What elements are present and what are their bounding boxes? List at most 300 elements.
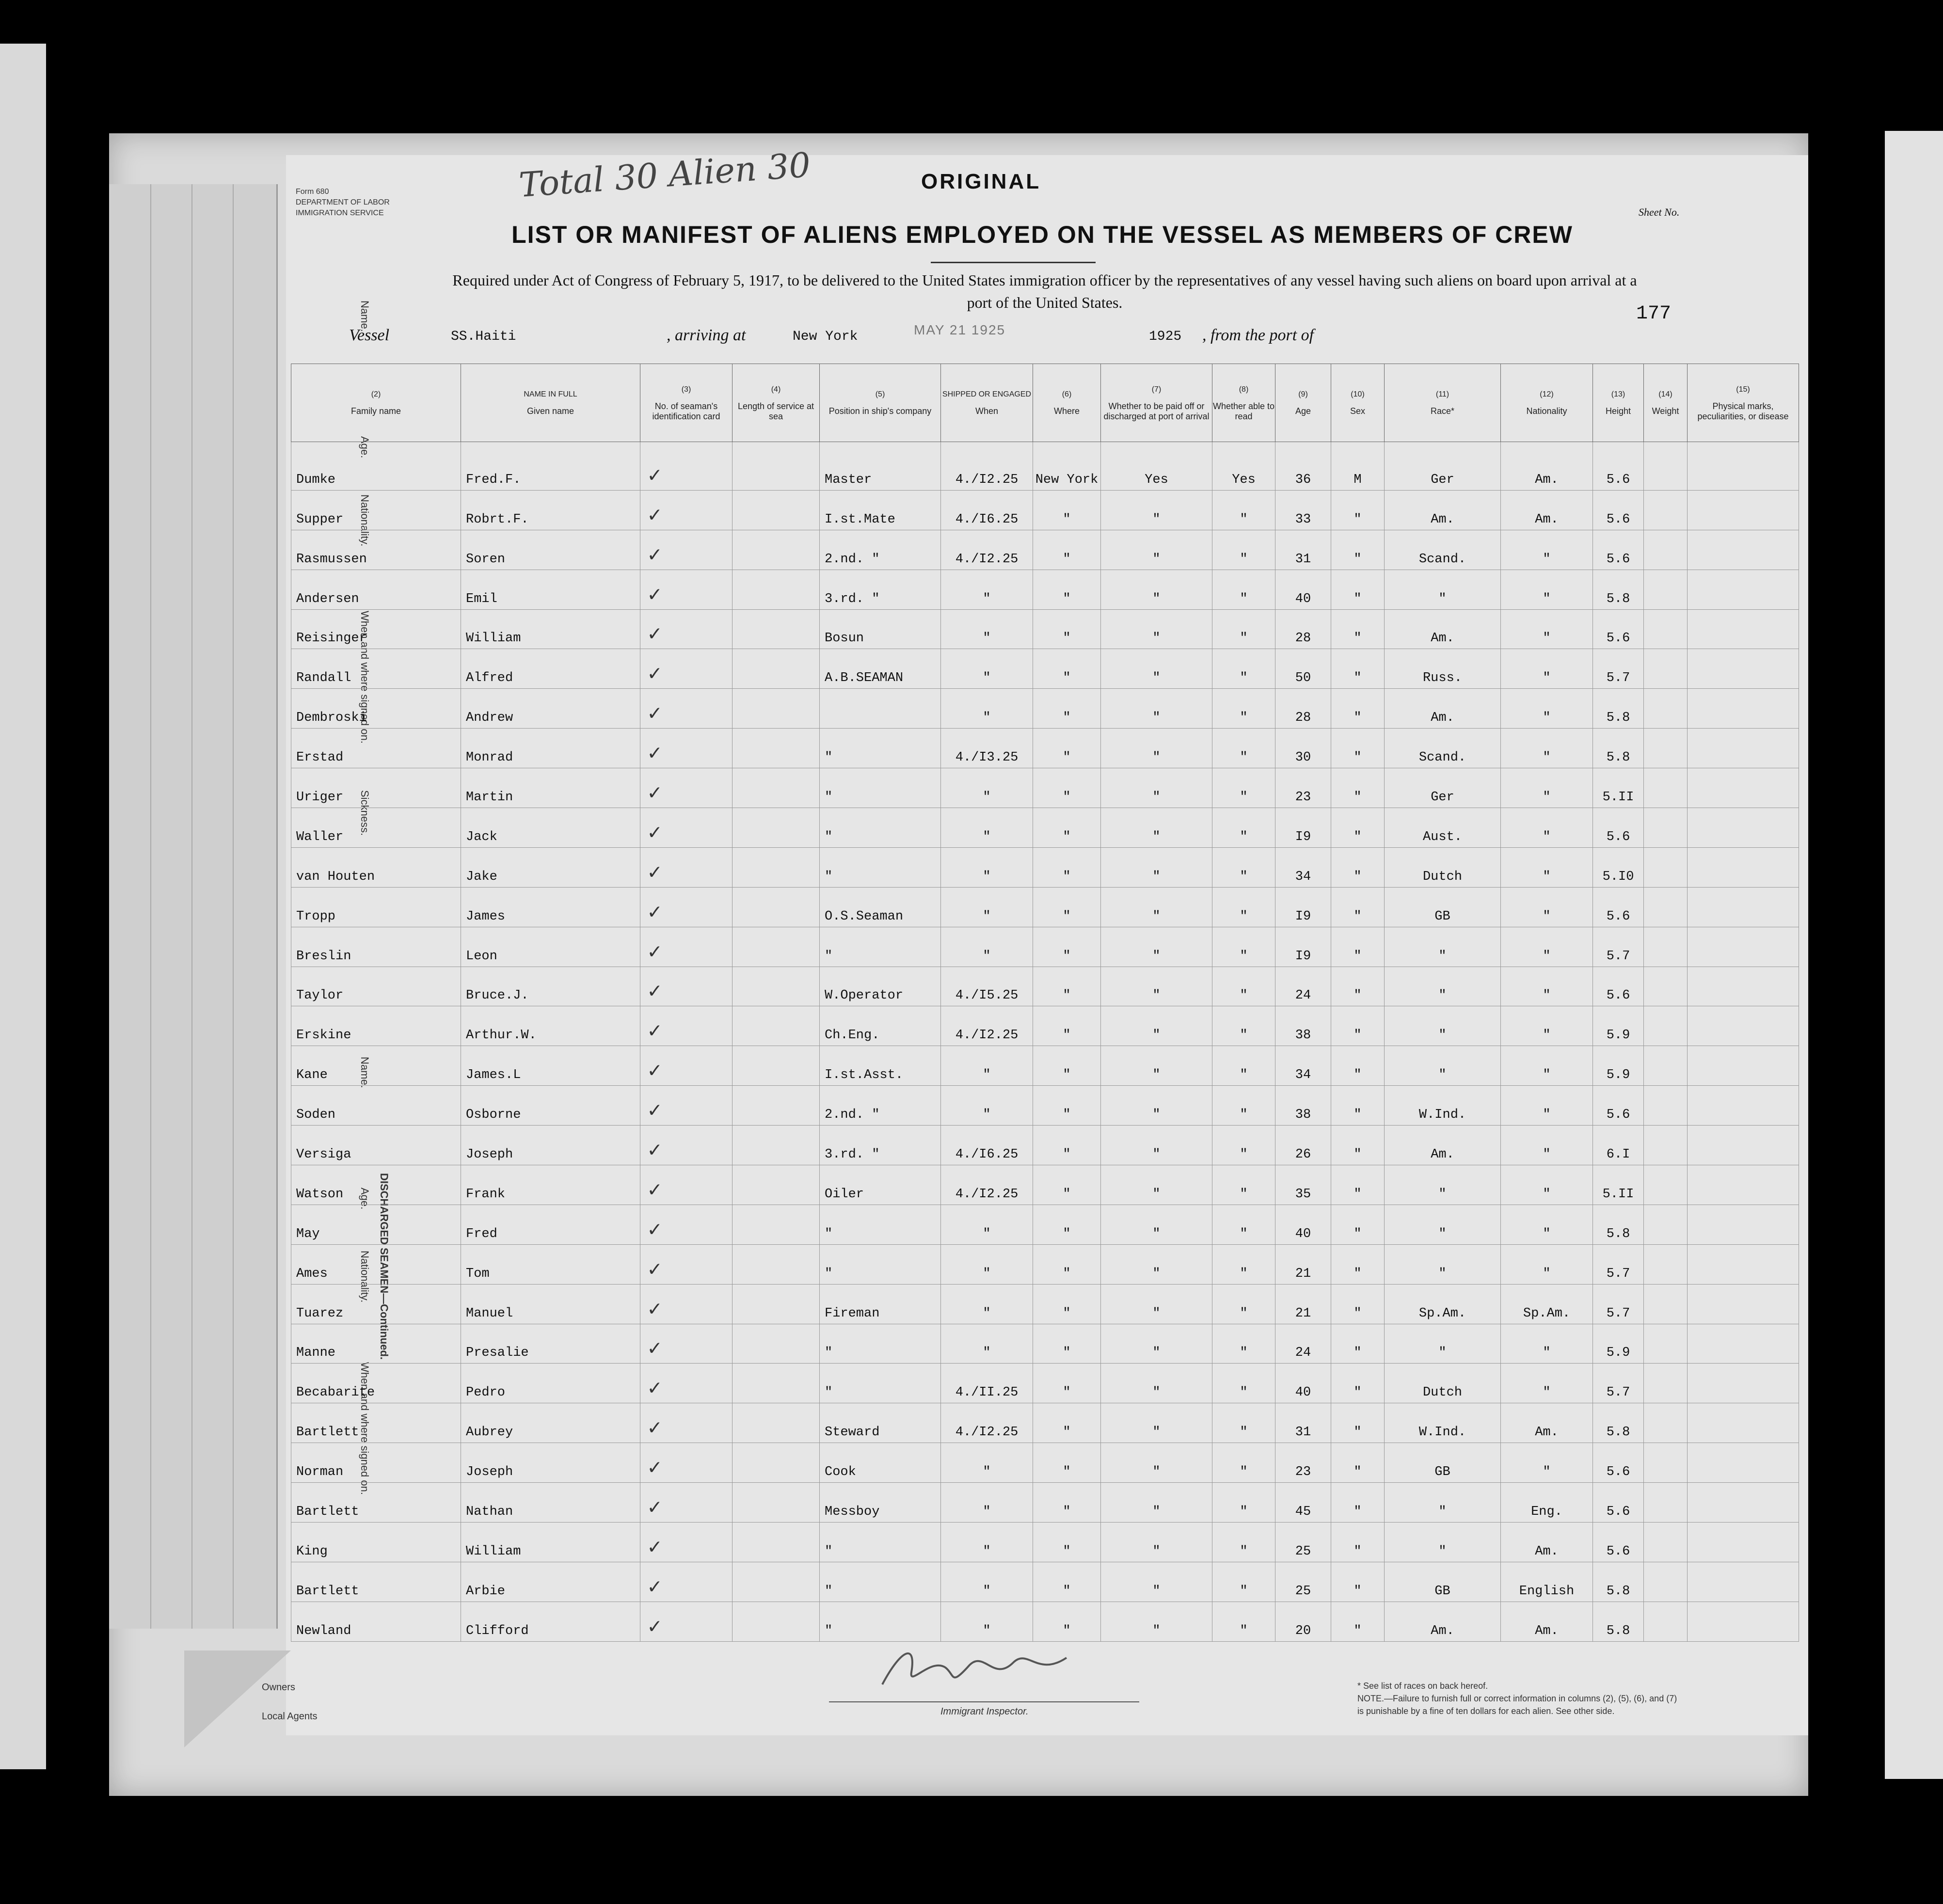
service-length-cell	[733, 1006, 820, 1046]
age-cell: 23	[1275, 1443, 1331, 1483]
service-length-cell	[733, 1046, 820, 1086]
height-cell: 5.6	[1593, 1523, 1644, 1562]
table-row	[291, 1165, 1799, 1205]
service-length-cell	[733, 609, 820, 649]
table-row	[291, 1046, 1799, 1086]
able-read-cell: "	[1212, 1324, 1275, 1364]
paid-off-cell: "	[1101, 1324, 1212, 1364]
from-port-label: , from the port of	[1202, 326, 1314, 344]
race-cell: Sp.Am.	[1385, 1284, 1501, 1324]
race-cell: "	[1385, 1483, 1501, 1523]
stub-name-label: Name.	[359, 301, 371, 332]
race-cell: W.Ind.	[1385, 1086, 1501, 1126]
id-card-check: ✓	[640, 1205, 733, 1244]
height-cell: 5.9	[1593, 1324, 1644, 1364]
shipped-where-cell: "	[1033, 1364, 1101, 1403]
physical-marks-cell	[1688, 1483, 1799, 1523]
paid-off-cell: "	[1101, 530, 1212, 570]
nationality-cell: Am.	[1501, 1403, 1593, 1443]
family-name-cell: Waller	[291, 808, 461, 848]
race-cell: Am.	[1385, 1126, 1501, 1165]
given-name-cell: Joseph	[461, 1126, 640, 1165]
shipped-where-cell: New York	[1033, 442, 1101, 491]
service-length-cell	[733, 570, 820, 609]
id-card-check: ✓	[640, 609, 733, 649]
age-cell: 33	[1275, 490, 1331, 530]
given-name-cell: Andrew	[461, 689, 640, 729]
inspector-signature	[873, 1638, 1076, 1697]
able-read-cell: "	[1212, 1205, 1275, 1244]
given-name-cell: James.L	[461, 1046, 640, 1086]
table-row	[291, 927, 1799, 967]
given-name-cell: Emil	[461, 570, 640, 609]
position-cell: W.Operator	[820, 967, 941, 1006]
shipped-where-cell: "	[1033, 1006, 1101, 1046]
age-cell: 40	[1275, 1205, 1331, 1244]
family-name-cell: May	[291, 1205, 461, 1244]
id-card-check: ✓	[640, 1602, 733, 1641]
table-row	[291, 689, 1799, 729]
sex-cell: "	[1331, 1126, 1385, 1165]
weight-cell	[1644, 768, 1688, 808]
age-cell: 31	[1275, 530, 1331, 570]
id-card-check: ✓	[640, 1483, 733, 1523]
race-cell: Aust.	[1385, 808, 1501, 848]
physical-marks-cell	[1688, 1523, 1799, 1562]
shipped-when-cell: "	[941, 1284, 1033, 1324]
weight-cell	[1644, 1443, 1688, 1483]
arrival-year: 1925	[1149, 329, 1182, 344]
department-name: DEPARTMENT OF LABOR	[296, 198, 390, 206]
physical-marks-cell	[1688, 1165, 1799, 1205]
physical-marks-cell	[1688, 1602, 1799, 1641]
weight-cell	[1644, 570, 1688, 609]
shipped-where-cell: "	[1033, 967, 1101, 1006]
able-read-cell: "	[1212, 1443, 1275, 1483]
id-card-check: ✓	[640, 1324, 733, 1364]
family-name-cell: Ames	[291, 1244, 461, 1284]
age-cell: 26	[1275, 1126, 1331, 1165]
header-service-length: (4) Length of service at sea	[733, 364, 820, 442]
shipped-when-cell: "	[941, 1602, 1033, 1641]
physical-marks-cell	[1688, 1046, 1799, 1086]
given-name-cell: Alfred	[461, 649, 640, 689]
nationality-cell: "	[1501, 1324, 1593, 1364]
table-row	[291, 1006, 1799, 1046]
height-cell: 5.6	[1593, 530, 1644, 570]
race-cell: GB	[1385, 1443, 1501, 1483]
family-name-cell: Bartlett	[291, 1483, 461, 1523]
table-row	[291, 1443, 1799, 1483]
paid-off-cell: "	[1101, 768, 1212, 808]
shipped-when-cell: 4./I6.25	[941, 1126, 1033, 1165]
weight-cell	[1644, 609, 1688, 649]
shipped-when-cell: 4./I2.25	[941, 1403, 1033, 1443]
able-read-cell: "	[1212, 609, 1275, 649]
given-name-cell: Fred.F.	[461, 442, 640, 491]
stub-sickness-label: Sickness.	[359, 790, 371, 836]
family-name-cell: Reisinger	[291, 609, 461, 649]
position-cell: Master	[820, 442, 941, 491]
position-cell: Cook	[820, 1443, 941, 1483]
shipped-when-cell: "	[941, 1483, 1033, 1523]
service-length-cell	[733, 1165, 820, 1205]
footer-owners-label: Owners	[262, 1682, 295, 1693]
age-cell: 25	[1275, 1523, 1331, 1562]
shipped-where-cell: "	[1033, 1284, 1101, 1324]
paid-off-cell: "	[1101, 1205, 1212, 1244]
age-cell: 25	[1275, 1562, 1331, 1602]
given-name-cell: Frank	[461, 1165, 640, 1205]
shipped-when-cell: "	[941, 570, 1033, 609]
physical-marks-cell	[1688, 1284, 1799, 1324]
race-cell: "	[1385, 570, 1501, 609]
physical-marks-cell	[1688, 967, 1799, 1006]
header-physical-marks: (15) Physical marks, peculiarities, or disease	[1688, 364, 1799, 442]
sex-cell: "	[1331, 570, 1385, 609]
table-row	[291, 887, 1799, 927]
service-length-cell	[733, 768, 820, 808]
nationality-cell: Sp.Am.	[1501, 1284, 1593, 1324]
shipped-when-cell: "	[941, 1244, 1033, 1284]
sex-cell: "	[1331, 1602, 1385, 1641]
age-cell: I9	[1275, 887, 1331, 927]
shipped-where-cell: "	[1033, 649, 1101, 689]
paid-off-cell: "	[1101, 1403, 1212, 1443]
service-length-cell	[733, 729, 820, 768]
paid-off-cell: "	[1101, 927, 1212, 967]
able-read-cell: "	[1212, 1523, 1275, 1562]
position-cell: Bosun	[820, 609, 941, 649]
family-name-cell: Bartlett	[291, 1403, 461, 1443]
able-read-cell: "	[1212, 967, 1275, 1006]
family-name-cell: Taylor	[291, 967, 461, 1006]
service-length-cell	[733, 808, 820, 848]
service-length-cell	[733, 1403, 820, 1443]
position-cell: 3.rd. "	[820, 1126, 941, 1165]
header-sex: (10) Sex	[1331, 364, 1385, 442]
id-card-check: ✓	[640, 1364, 733, 1403]
table-row	[291, 768, 1799, 808]
race-cell: Dutch	[1385, 847, 1501, 887]
position-cell: 3.rd. "	[820, 570, 941, 609]
height-cell: 5.6	[1593, 609, 1644, 649]
header-given-name: NAME IN FULL Given name	[461, 364, 640, 442]
able-read-cell: "	[1212, 1046, 1275, 1086]
shipped-where-cell: "	[1033, 530, 1101, 570]
height-cell: 5.9	[1593, 1006, 1644, 1046]
physical-marks-cell	[1688, 1403, 1799, 1443]
stub-discharged-label: DISCHARGED SEAMEN—Continued.	[378, 1173, 390, 1360]
nationality-cell: "	[1501, 729, 1593, 768]
service-length-cell	[733, 1483, 820, 1523]
header-id-card: (3) No. of seaman's identification card	[640, 364, 733, 442]
physical-marks-cell	[1688, 1006, 1799, 1046]
shipped-where-cell: "	[1033, 847, 1101, 887]
sex-cell: "	[1331, 1324, 1385, 1364]
race-cell: Ger	[1385, 442, 1501, 491]
shipped-when-cell: "	[941, 609, 1033, 649]
race-cell: W.Ind.	[1385, 1403, 1501, 1443]
physical-marks-cell	[1688, 1364, 1799, 1403]
race-cell: Am.	[1385, 689, 1501, 729]
id-card-check: ✓	[640, 967, 733, 1006]
physical-marks-cell	[1688, 442, 1799, 491]
physical-marks-cell	[1688, 530, 1799, 570]
shipped-where-cell: "	[1033, 689, 1101, 729]
nationality-cell: "	[1501, 1126, 1593, 1165]
sex-cell: "	[1331, 1284, 1385, 1324]
nationality-cell: "	[1501, 609, 1593, 649]
position-cell: A.B.SEAMAN	[820, 649, 941, 689]
race-cell: "	[1385, 1205, 1501, 1244]
given-name-cell: Jake	[461, 847, 640, 887]
weight-cell	[1644, 1324, 1688, 1364]
footer-line-label: Line	[262, 1653, 280, 1664]
service-length-cell	[733, 1126, 820, 1165]
handwritten-total: Total 30 Alien 30	[517, 145, 812, 205]
id-card-check: ✓	[640, 1244, 733, 1284]
shipped-where-cell: "	[1033, 1205, 1101, 1244]
id-card-check: ✓	[640, 649, 733, 689]
footer-note-penalty: NOTE.—Failure to furnish full or correct information in columns (2), (5), (6), and (7)	[1357, 1694, 1677, 1703]
nationality-cell: "	[1501, 649, 1593, 689]
table-row	[291, 1126, 1799, 1165]
crew-manifest-table	[291, 364, 1799, 1642]
family-name-cell: King	[291, 1523, 461, 1562]
race-cell: "	[1385, 1324, 1501, 1364]
sex-cell: "	[1331, 1443, 1385, 1483]
given-name-cell: Aubrey	[461, 1403, 640, 1443]
paid-off-cell: "	[1101, 887, 1212, 927]
position-cell: "	[820, 1205, 941, 1244]
nationality-cell: "	[1501, 1006, 1593, 1046]
header-weight: (14) Weight	[1644, 364, 1688, 442]
physical-marks-cell	[1688, 1205, 1799, 1244]
nationality-cell: "	[1501, 1443, 1593, 1483]
able-read-cell: "	[1212, 1244, 1275, 1284]
table-row	[291, 1364, 1799, 1403]
height-cell: 5.8	[1593, 1403, 1644, 1443]
header-paid-off: (7) Whether to be paid off or discharged at port of arrival	[1101, 364, 1212, 442]
shipped-when-cell: "	[941, 1324, 1033, 1364]
able-read-cell: "	[1212, 1284, 1275, 1324]
sex-cell: "	[1331, 768, 1385, 808]
shipped-when-cell: "	[941, 1523, 1033, 1562]
id-card-check: ✓	[640, 1046, 733, 1086]
race-cell: "	[1385, 1523, 1501, 1562]
service-length-cell	[733, 1324, 820, 1364]
paid-off-cell: "	[1101, 1284, 1212, 1324]
table-row	[291, 1602, 1799, 1641]
folded-corner	[184, 1650, 291, 1747]
age-cell: 50	[1275, 649, 1331, 689]
position-cell: "	[820, 927, 941, 967]
nationality-cell: "	[1501, 808, 1593, 848]
age-cell: I9	[1275, 927, 1331, 967]
height-cell: 5.8	[1593, 689, 1644, 729]
paid-off-cell: "	[1101, 1443, 1212, 1483]
given-name-cell: Leon	[461, 927, 640, 967]
age-cell: 28	[1275, 689, 1331, 729]
sex-cell: "	[1331, 1523, 1385, 1562]
paid-off-cell: "	[1101, 1086, 1212, 1126]
manifest-title: LIST OR MANIFEST OF ALIENS EMPLOYED ON THE VESSEL AS MEMBERS OF CREW	[511, 221, 1573, 248]
arriving-label: , arriving at	[667, 326, 746, 344]
sex-cell: "	[1331, 530, 1385, 570]
given-name-cell: Jack	[461, 808, 640, 848]
height-cell: 6.I	[1593, 1126, 1644, 1165]
position-cell: "	[820, 808, 941, 848]
given-name-cell: Nathan	[461, 1483, 640, 1523]
height-cell: 5.I0	[1593, 847, 1644, 887]
physical-marks-cell	[1688, 1244, 1799, 1284]
nationality-cell: Am.	[1501, 1602, 1593, 1641]
weight-cell	[1644, 887, 1688, 927]
shipped-when-cell: "	[941, 1562, 1033, 1602]
table-row	[291, 729, 1799, 768]
race-cell: "	[1385, 1165, 1501, 1205]
able-read-cell: "	[1212, 1006, 1275, 1046]
family-name-cell: Randall	[291, 649, 461, 689]
family-name-cell: Breslin	[291, 927, 461, 967]
able-read-cell: "	[1212, 887, 1275, 927]
id-card-check: ✓	[640, 808, 733, 848]
weight-cell	[1644, 808, 1688, 848]
physical-marks-cell	[1688, 887, 1799, 927]
nationality-cell: "	[1501, 887, 1593, 927]
given-name-cell: Bruce.J.	[461, 967, 640, 1006]
able-read-cell: "	[1212, 808, 1275, 848]
given-name-cell: Clifford	[461, 1602, 640, 1641]
height-cell: 5.9	[1593, 1046, 1644, 1086]
shipped-when-cell: 4./II.25	[941, 1364, 1033, 1403]
paid-off-cell: "	[1101, 808, 1212, 848]
sex-cell: "	[1331, 808, 1385, 848]
sex-cell: "	[1331, 609, 1385, 649]
age-cell: 38	[1275, 1086, 1331, 1126]
height-cell: 5.6	[1593, 1443, 1644, 1483]
height-cell: 5.6	[1593, 490, 1644, 530]
service-length-cell	[733, 689, 820, 729]
shipped-where-cell: "	[1033, 927, 1101, 967]
nationality-cell: "	[1501, 1364, 1593, 1403]
race-cell: Scand.	[1385, 530, 1501, 570]
service-length-cell	[733, 1602, 820, 1641]
weight-cell	[1644, 1562, 1688, 1602]
service-length-cell	[733, 442, 820, 491]
weight-cell	[1644, 1205, 1688, 1244]
given-name-cell: Osborne	[461, 1086, 640, 1126]
shipped-when-cell: 4./I2.25	[941, 1006, 1033, 1046]
shipped-where-cell: "	[1033, 1046, 1101, 1086]
given-name-cell: Joseph	[461, 1443, 640, 1483]
able-read-cell: "	[1212, 1403, 1275, 1443]
race-cell: Russ.	[1385, 649, 1501, 689]
footer-notes	[1357, 1680, 1677, 1717]
subtitle-line-2: port of the United States.	[967, 294, 1123, 311]
service-length-cell	[733, 1244, 820, 1284]
age-cell: 45	[1275, 1483, 1331, 1523]
physical-marks-cell	[1688, 1324, 1799, 1364]
height-cell: 5.8	[1593, 1205, 1644, 1244]
family-name-cell: Newland	[291, 1602, 461, 1641]
paid-off-cell: Yes	[1101, 442, 1212, 491]
physical-marks-cell	[1688, 609, 1799, 649]
service-length-cell	[733, 887, 820, 927]
nationality-cell: "	[1501, 1165, 1593, 1205]
able-read-cell: "	[1212, 570, 1275, 609]
weight-cell	[1644, 1403, 1688, 1443]
shipped-where-cell: "	[1033, 1523, 1101, 1562]
family-name-cell: Dembroski	[291, 689, 461, 729]
nationality-cell: "	[1501, 768, 1593, 808]
race-cell: GB	[1385, 887, 1501, 927]
weight-cell	[1644, 530, 1688, 570]
family-name-cell: Becabarite	[291, 1364, 461, 1403]
header-shipped-where: (6) Where	[1033, 364, 1101, 442]
weight-cell	[1644, 1284, 1688, 1324]
shipped-where-cell: "	[1033, 1483, 1101, 1523]
id-card-check: ✓	[640, 887, 733, 927]
nationality-cell: "	[1501, 1086, 1593, 1126]
shipped-when-cell: 4./I6.25	[941, 490, 1033, 530]
id-card-check: ✓	[640, 1165, 733, 1205]
nationality-cell: "	[1501, 1205, 1593, 1244]
table-row	[291, 609, 1799, 649]
height-cell: 5.8	[1593, 1562, 1644, 1602]
weight-cell	[1644, 649, 1688, 689]
id-card-check: ✓	[640, 490, 733, 530]
weight-cell	[1644, 1006, 1688, 1046]
height-cell: 5.7	[1593, 649, 1644, 689]
inspector-signature-line	[829, 1701, 1139, 1702]
given-name-cell: Presalie	[461, 1324, 640, 1364]
family-name-cell: Dumke	[291, 442, 461, 491]
age-cell: 24	[1275, 967, 1331, 1006]
paid-off-cell: "	[1101, 689, 1212, 729]
footer-agents-label: Local Agents	[262, 1711, 318, 1722]
adjacent-page-right	[1885, 131, 1943, 1779]
shipped-when-cell: "	[941, 768, 1033, 808]
id-card-check: ✓	[640, 847, 733, 887]
sex-cell: "	[1331, 1006, 1385, 1046]
position-cell: "	[820, 1523, 941, 1562]
position-cell: "	[820, 1244, 941, 1284]
family-name-cell: Uriger	[291, 768, 461, 808]
weight-cell	[1644, 1602, 1688, 1641]
shipped-when-cell: "	[941, 1046, 1033, 1086]
physical-marks-cell	[1688, 1562, 1799, 1602]
weight-cell	[1644, 1523, 1688, 1562]
family-name-cell: Tuarez	[291, 1284, 461, 1324]
shipped-where-cell: "	[1033, 570, 1101, 609]
shipped-where-cell: "	[1033, 768, 1101, 808]
paid-off-cell: "	[1101, 1562, 1212, 1602]
position-cell: Fireman	[820, 1284, 941, 1324]
service-length-cell	[733, 927, 820, 967]
family-name-cell: Versiga	[291, 1126, 461, 1165]
race-cell: "	[1385, 927, 1501, 967]
table-row	[291, 1523, 1799, 1562]
service-length-cell	[733, 1443, 820, 1483]
sex-cell: "	[1331, 1244, 1385, 1284]
stub-nationality-label: Nationality.	[359, 494, 371, 547]
table-row	[291, 1562, 1799, 1602]
service-length-cell	[733, 1523, 820, 1562]
able-read-cell: "	[1212, 689, 1275, 729]
nationality-cell: "	[1501, 967, 1593, 1006]
